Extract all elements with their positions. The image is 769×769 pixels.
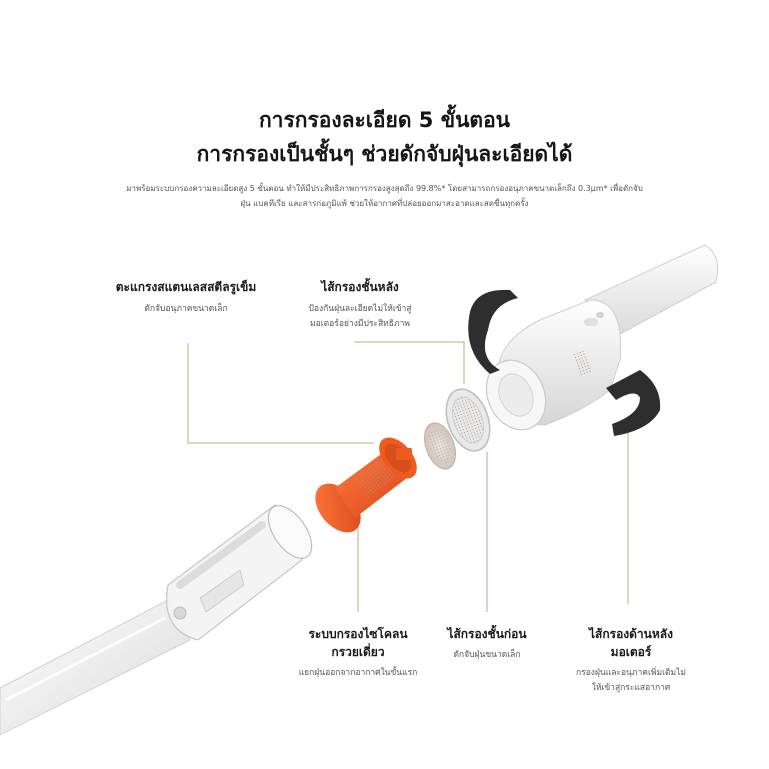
steel-mesh-title: ตะแกรงสแตนเลสสตีลรูเข็ม bbox=[115, 280, 257, 294]
pre-filter-title: ไส้กรองชั้นก่อน bbox=[447, 627, 527, 641]
title-line-1: การกรองละเอียด 5 ขั้นตอน bbox=[258, 108, 511, 132]
cyclone-desc: แยกฝุ่นออกจากอากาศในขั้นแรก bbox=[298, 668, 418, 678]
cyclone-title bbox=[290, 625, 426, 661]
leader-rear-filter bbox=[354, 342, 464, 384]
leader-steel-mesh bbox=[188, 343, 374, 443]
rear-filter-desc bbox=[290, 302, 430, 332]
cyclone-title-line-1: ระบบกรองไซโคลน bbox=[308, 627, 408, 641]
title-line-2: การกรองเป็นชั้นๆ ช่วยดักจับฝุ่นละเอียดได้ bbox=[196, 142, 573, 166]
motor-filter-desc-line-1: กรองฝุ่นและอนุภาคเพิ่มเติมไม่ bbox=[575, 668, 686, 678]
foam-filter-right bbox=[606, 370, 660, 436]
rear-filter-desc-line-2: มอเตอร์อย่างมีประสิทธิภาพ bbox=[310, 319, 410, 329]
steel-mesh-desc: ดักจับอนุภาคขนาดเล็ก bbox=[144, 304, 228, 314]
rear-filter-title: ไส้กรองชั้นหลัง bbox=[321, 280, 399, 294]
motor-filter-title-line-2: มอเตอร์ bbox=[610, 645, 652, 659]
description-line-2: ฝุ่น แบคทีเรีย และสารก่อภูมิแพ้ ช่วยให้อากาศที่ปล่อยออกมาสะอาดและสดชื่นทุกครั้ง bbox=[240, 199, 529, 208]
motor-body bbox=[475, 245, 717, 439]
cyclone-cone-orange bbox=[306, 431, 424, 541]
wand-tube bbox=[0, 600, 190, 735]
motor-filter-title-line-1: ไส้กรองด้านหลัง bbox=[589, 627, 673, 641]
rear-filter-desc-line-1: ป้องกันฝุ่นละเอียดไม่ให้เข้าสู่ bbox=[308, 304, 412, 314]
motor-filter-desc bbox=[556, 666, 706, 696]
pre-filter-desc: ดักจับฝุ่นขนาดเล็ก bbox=[453, 650, 521, 660]
description-line-1: มาพร้อมระบบกรองความละเอียดสูง 5 ขั้นตอน ทำให้มีประสิทธิภาพการกรองสูงสุดถึง 99.8%* โดยสามารถกรองอนุภาคขนาดเล็กถึง 0.3μm* เพื่อดักจับ bbox=[126, 184, 643, 193]
motor-filter-title bbox=[566, 625, 696, 661]
motor-filter-desc-line-2: ให้เข้าสู่กระแสอากาศ bbox=[591, 683, 671, 693]
dust-cup bbox=[167, 498, 321, 640]
cyclone-title-line-2: กรวยเดี่ยว bbox=[331, 645, 385, 659]
